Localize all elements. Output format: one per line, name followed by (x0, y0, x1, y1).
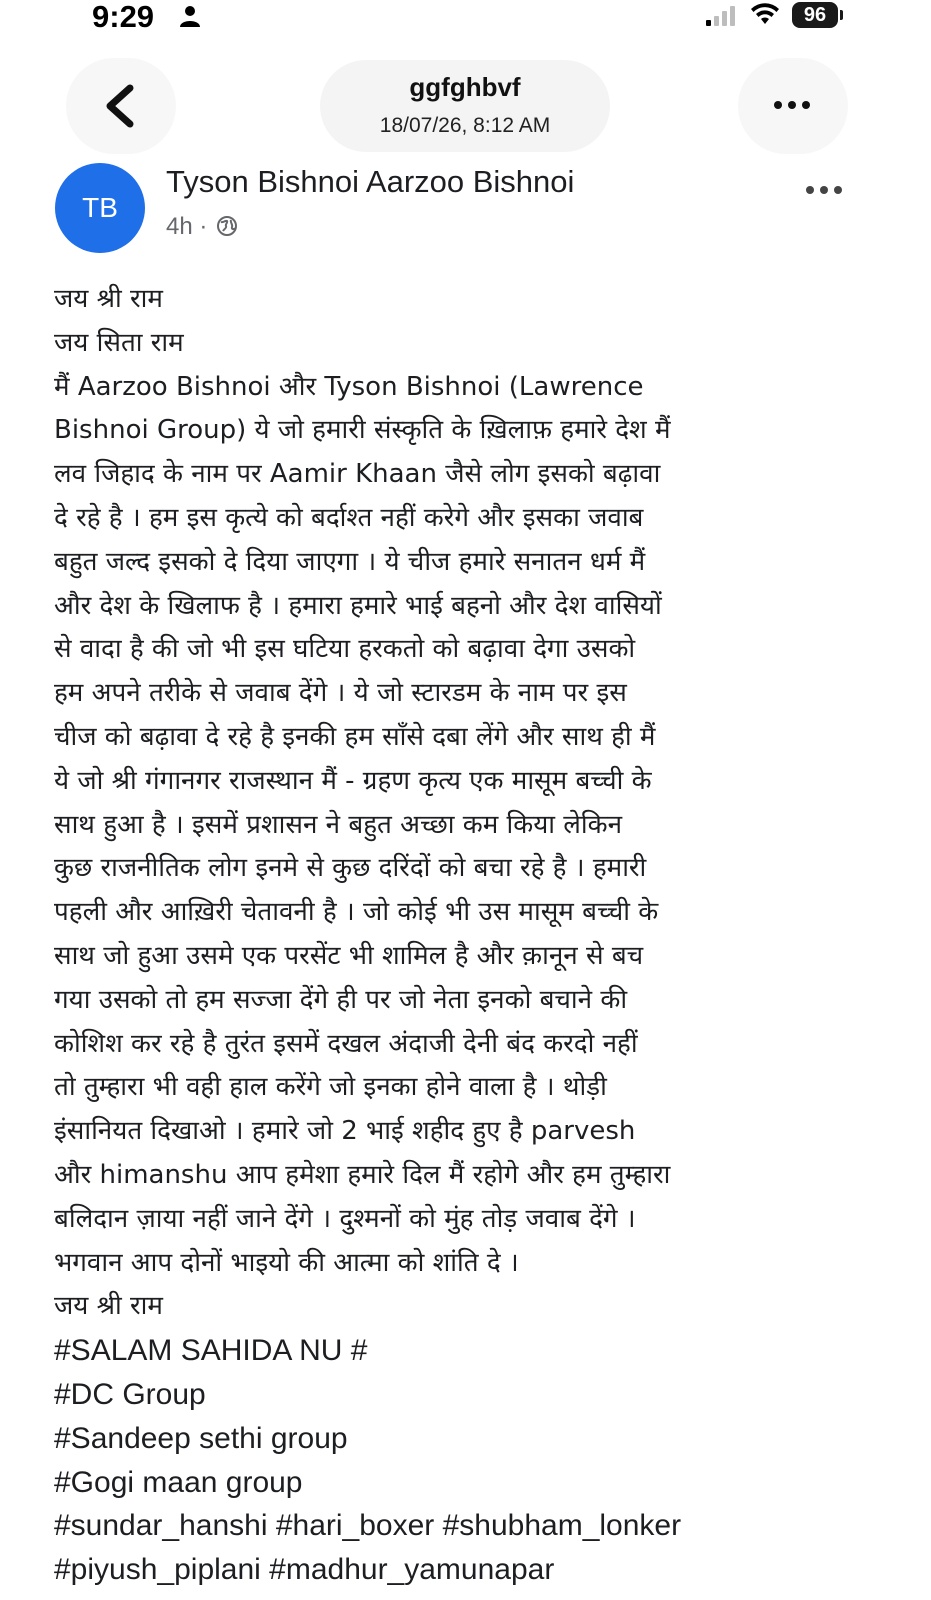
post-line: जय सिता राम (54, 327, 184, 358)
post-line: इंसानियत दिखाओ । हमारे जो 2 भाई शहीद हुए है parvesh (54, 1116, 636, 1147)
post-line: और देश के खिलाफ है । हमारा हमारे भाई बहनो और देश वासियों (54, 590, 662, 621)
post-line: भगवान आप दोनों भाइयो की आत्मा को शांति दे । (54, 1247, 519, 1278)
post-line: दे रहे है । हम इस कृत्ये को बर्दाश्त नहीं करेगे और इसका जवाब (54, 502, 644, 533)
post-line: गया उसको तो हम सज्जा देंगे ही पर जो नेता इनको बचाने की (54, 984, 628, 1015)
hashtag-line[interactable]: #Gogi maan group (54, 1465, 303, 1499)
post-line: मैं Aarzoo Bishnoi और Tyson Bishnoi (Lawrence (54, 371, 644, 402)
post-line: कुछ राजनीतिक लोग इनमे से कुछ दरिंदों को बचा रहे है । हमारी (54, 853, 647, 884)
hashtag-line[interactable]: #DC Group (54, 1377, 206, 1411)
hashtag-line[interactable]: #SALAM SAHIDA NU # (54, 1334, 368, 1368)
post-line: पहली और आख़िरी चेतावनी है । जो कोई भी उस मासूम बच्ची के (54, 897, 659, 928)
avatar[interactable]: TB (55, 163, 145, 253)
post-line: साथ जो हुआ उसमे एक परसेंट भी शामिल है और क़ानून से बच (54, 940, 644, 971)
back-icon[interactable] (100, 82, 140, 130)
post-time: 4h · (166, 213, 208, 240)
post-more-icon[interactable] (804, 183, 844, 197)
battery-icon: 96 (792, 2, 838, 28)
post-line: बहुत जल्द इसको दे दिया जाएगा । ये चीज हमारे सनातन धर्म मैं (54, 546, 646, 577)
post-line: हम अपने तरीके से जवाब देंगे । ये जो स्टारडम के नाम पर इस (54, 678, 627, 709)
status-bar (0, 0, 931, 40)
post-line: कोशिश कर रहे है तुरंत इसमें दखल अंदाजी देनी बंद करदो नहीं (54, 1028, 638, 1059)
globe-icon (216, 215, 238, 237)
post-author[interactable]: Tyson Bishnoi Aarzoo Bishnoi (166, 164, 575, 199)
post-meta (166, 210, 238, 244)
chat-title[interactable]: ggfghbvf (409, 72, 521, 102)
more-options-icon[interactable] (772, 98, 812, 112)
post-line: बलिदान ज़ाया नहीं जाने देंगे । दुश्मनों को मुंह तोड़ जवाब देंगे । (54, 1203, 636, 1234)
post-line: और himanshu आप हमेशा हमारे दिल मैं रहोगे और हम तुम्हारा (54, 1159, 671, 1190)
post-line: जय श्री राम (54, 1291, 163, 1322)
status-time: 9:29 (92, 0, 155, 34)
post-line: चीज को बढ़ावा दे रहे है इनकी हम साँसे दबा लेंगे और साथ ही मैं (54, 721, 656, 752)
wifi-icon (750, 2, 780, 26)
post-line: साथ हुआ है । इसमें प्रशासन ने बहुत अच्छा कम किया लेकिन (54, 809, 623, 840)
chat-timestamp: 18/07/26, 8:12 AM (379, 114, 551, 137)
post-body (54, 278, 874, 1592)
post-line: तो तुम्हारा भी वही हाल करेंगे जो इनका होने वाला है । थोड़ी (54, 1072, 607, 1103)
hashtag-line[interactable]: #sundar_hanshi #hari_boxer #shubham_lonker (54, 1509, 682, 1543)
hashtag-line[interactable]: #piyush_piplani #madhur_yamunapar (54, 1553, 555, 1587)
post-line: से वादा है की जो भी इस घटिया हरकतो को बढ़ावा देगा उसको (54, 634, 636, 665)
post-line: Bishnoi Group) ये जो हमारी संस्कृति के ख़िलाफ़ हमारे देश मैं (54, 415, 671, 446)
hashtag-line[interactable]: #Sandeep sethi group (54, 1421, 348, 1455)
battery-tip (840, 10, 843, 20)
post-line: जय श्री राम (54, 284, 163, 314)
post-line: ये जो श्री गंगानगर राजस्थान मैं - ग्रहण कृत्य एक मासूम बच्ची के (54, 765, 652, 796)
person-icon (178, 4, 202, 28)
signal-icon (706, 6, 738, 26)
post-line: लव जिहाद के नाम पर Aamir Khaan जैसे लोग इसको बढ़ावा (54, 459, 661, 490)
